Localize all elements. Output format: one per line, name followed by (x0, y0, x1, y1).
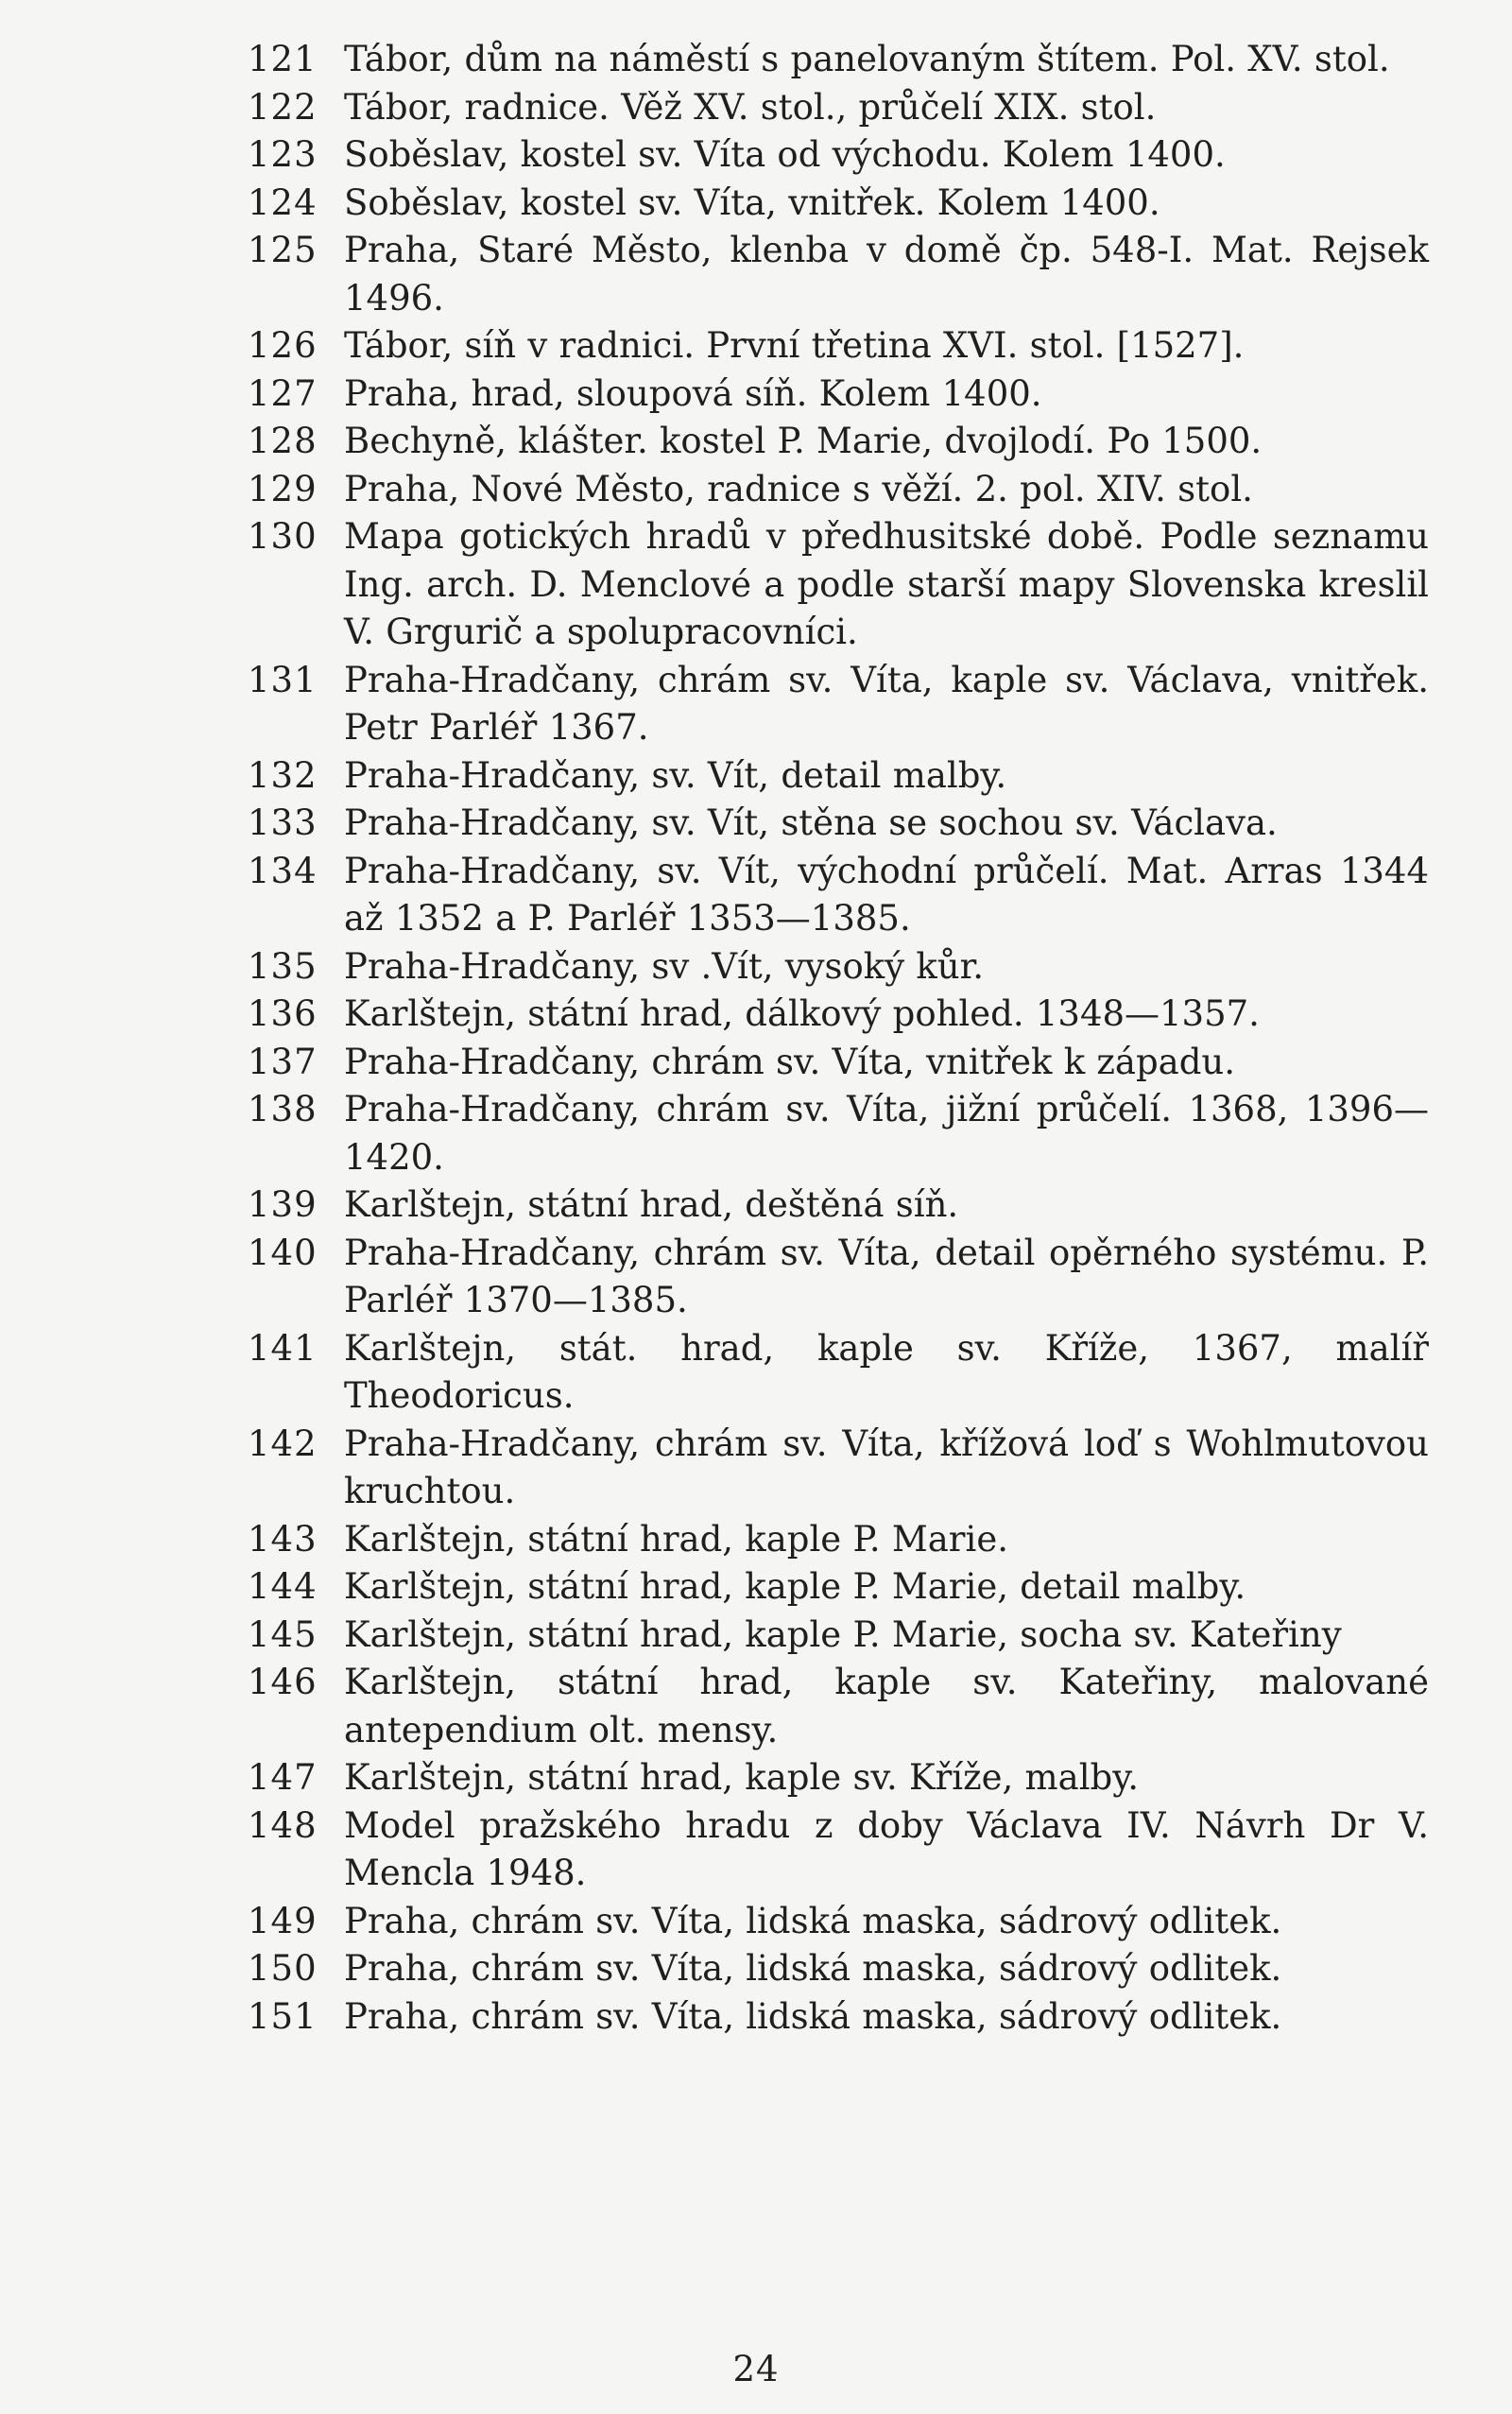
page-number: 24 (732, 2349, 780, 2389)
entry-text: Praha, chrám sv. Víta, lidská maska, sádrový odlitek. (344, 1900, 1282, 1941)
list-item (248, 1230, 1438, 1325)
entry-text: Praha-Hradčany, sv. Vít, východní průčelí. Mat. Arras 1344 až 1352 a P. Parléř 1353—1385. (344, 850, 1429, 939)
entry-number: 133 (248, 802, 318, 843)
entry-number: 139 (248, 1184, 318, 1225)
entry-text: Karlštejn, státní hrad, kaple P. Marie, detail malby. (344, 1566, 1246, 1607)
entry-number: 150 (248, 1948, 318, 1989)
entry-number: 130 (248, 516, 318, 557)
entry-text: Tábor, radnice. Věž XV. stol., průčelí XIX. stol. (344, 86, 1157, 128)
entry-number: 129 (248, 468, 318, 509)
entry-text: Tábor, síň v radnici. První třetina XVI. stol. [1527]. (344, 325, 1245, 366)
list-item (248, 36, 1438, 84)
entry-number: 125 (248, 230, 318, 270)
entry-number: 140 (248, 1232, 318, 1273)
entry-number: 128 (248, 421, 318, 461)
list-item (248, 227, 1438, 322)
entry-number: 127 (248, 372, 318, 414)
entry-text: Praha, Nové Město, radnice s věží. 2. pol. XIV. stol. (344, 468, 1253, 509)
list-item (248, 371, 1438, 419)
entry-text: Karlštejn, státní hrad, kaple P. Marie. (344, 1518, 1008, 1560)
entry-text: Bechyně, klášter. kostel P. Marie, dvojlodí. Po 1500. (344, 421, 1263, 461)
list-item (248, 1945, 1438, 1993)
entry-text: Karlštejn, státní hrad, kaple sv. Kateřiny, malované antependium olt. mensy. (344, 1662, 1429, 1750)
entry-text: Praha-Hradčany, chrám sv. Víta, kaple sv. Václava, vnitřek. Petr Parléř 1367. (344, 659, 1429, 748)
entry-number: 123 (248, 134, 318, 175)
entry-number: 138 (248, 1089, 318, 1129)
entry-text: Karlštejn, státní hrad, kaple sv. Kříže, malby. (344, 1757, 1139, 1798)
entry-text: Praha-Hradčany, chrám sv. Víta, křížová loď s Wohlmutovou kruchtou. (344, 1423, 1429, 1511)
entry-text: Praha-Hradčany, chrám sv. Víta, vnitřek k západu. (344, 1041, 1235, 1082)
entry-text: Soběslav, kostel sv. Víta, vnitřek. Kolem 1400. (344, 181, 1160, 223)
entry-text: Karlštejn, státní hrad, deštěná síň. (344, 1184, 959, 1225)
list-item (248, 848, 1438, 943)
entry-number: 121 (248, 39, 318, 79)
entry-number: 149 (248, 1900, 318, 1941)
entry-number: 135 (248, 945, 318, 987)
list-item (248, 1086, 1438, 1181)
list-item (248, 752, 1438, 801)
list-item (248, 991, 1438, 1039)
entry-text: Praha-Hradčany, sv. Vít, stěna se sochou sv. Václava. (344, 802, 1278, 843)
list-item (248, 84, 1438, 132)
list-item (248, 1612, 1438, 1660)
entry-number: 134 (248, 850, 318, 891)
list-item (248, 657, 1438, 752)
entry-number: 142 (248, 1423, 318, 1464)
entry-text: Praha-Hradčany, chrám sv. Víta, detail opěrného systému. P. Parléř 1370—1385. (344, 1232, 1429, 1320)
entry-text: Praha, chrám sv. Víta, lidská maska, sádrový odlitek. (344, 1995, 1282, 2037)
entry-number: 148 (248, 1804, 318, 1846)
entry-number: 143 (248, 1518, 318, 1560)
list-item (248, 1039, 1438, 1087)
list-item (248, 1659, 1438, 1754)
entry-text: Tábor, dům na náměstí s panelovaným štítem. Pol. XV. stol. (344, 39, 1390, 79)
entry-text: Praha, hrad, sloupová síň. Kolem 1400. (344, 372, 1042, 414)
entry-text: Praha-Hradčany, sv .Vít, vysoký kůr. (344, 945, 984, 987)
list-item (248, 466, 1438, 514)
list-item (248, 1754, 1438, 1802)
list-item (248, 1421, 1438, 1516)
entry-text: Karlštejn, státní hrad, kaple P. Marie, socha sv. Kateřiny (344, 1613, 1342, 1655)
list-item (248, 1993, 1438, 2042)
list-item (248, 800, 1438, 848)
entry-number: 147 (248, 1757, 318, 1798)
list-item (248, 1563, 1438, 1612)
entry-text: Karlštejn, státní hrad, dálkový pohled. 1348—1357. (344, 993, 1260, 1034)
caption-list (248, 36, 1438, 2041)
list-item (248, 180, 1438, 228)
entry-number: 137 (248, 1041, 318, 1082)
entry-text: Praha-Hradčany, sv. Vít, detail malby. (344, 754, 1007, 796)
list-item (248, 1898, 1438, 1946)
list-item (248, 943, 1438, 991)
entry-text: Praha-Hradčany, chrám sv. Víta, jižní průčelí. 1368, 1396—1420. (344, 1089, 1429, 1178)
list-item (248, 1516, 1438, 1564)
list-item (248, 1325, 1438, 1421)
entry-number: 144 (248, 1566, 318, 1607)
entry-text: Karlštejn, stát. hrad, kaple sv. Kříže, 1367, malíř Theodoricus. (344, 1327, 1429, 1416)
entry-number: 136 (248, 993, 318, 1034)
entry-text: Praha, Staré Město, klenba v domě čp. 548-I. Mat. Rejsek 1496. (344, 230, 1429, 319)
entry-number: 145 (248, 1613, 318, 1655)
entry-number: 141 (248, 1327, 318, 1369)
entry-number: 132 (248, 754, 318, 796)
entry-number: 124 (248, 181, 318, 223)
list-item (248, 322, 1438, 371)
entry-number: 126 (248, 325, 318, 366)
entry-number: 151 (248, 1995, 318, 2037)
entry-text: Mapa gotických hradů v předhusitské době. Podle seznamu Ing. arch. D. Menclové a podle starší mapy Slovenska kreslil V. Grgurič a spolupracovníci. (344, 516, 1429, 652)
list-item (248, 131, 1438, 180)
list-item (248, 1181, 1438, 1230)
entry-number: 122 (248, 86, 318, 128)
list-item (248, 1802, 1438, 1898)
list-item (248, 418, 1438, 466)
entry-text: Soběslav, kostel sv. Víta od východu. Kolem 1400. (344, 134, 1226, 175)
entry-number: 146 (248, 1662, 318, 1702)
entry-text: Praha, chrám sv. Víta, lidská maska, sádrový odlitek. (344, 1948, 1282, 1989)
entry-number: 131 (248, 659, 318, 700)
entry-text: Model pražského hradu z doby Václava IV. Návrh Dr V. Mencla 1948. (344, 1804, 1429, 1893)
list-item (248, 513, 1438, 657)
